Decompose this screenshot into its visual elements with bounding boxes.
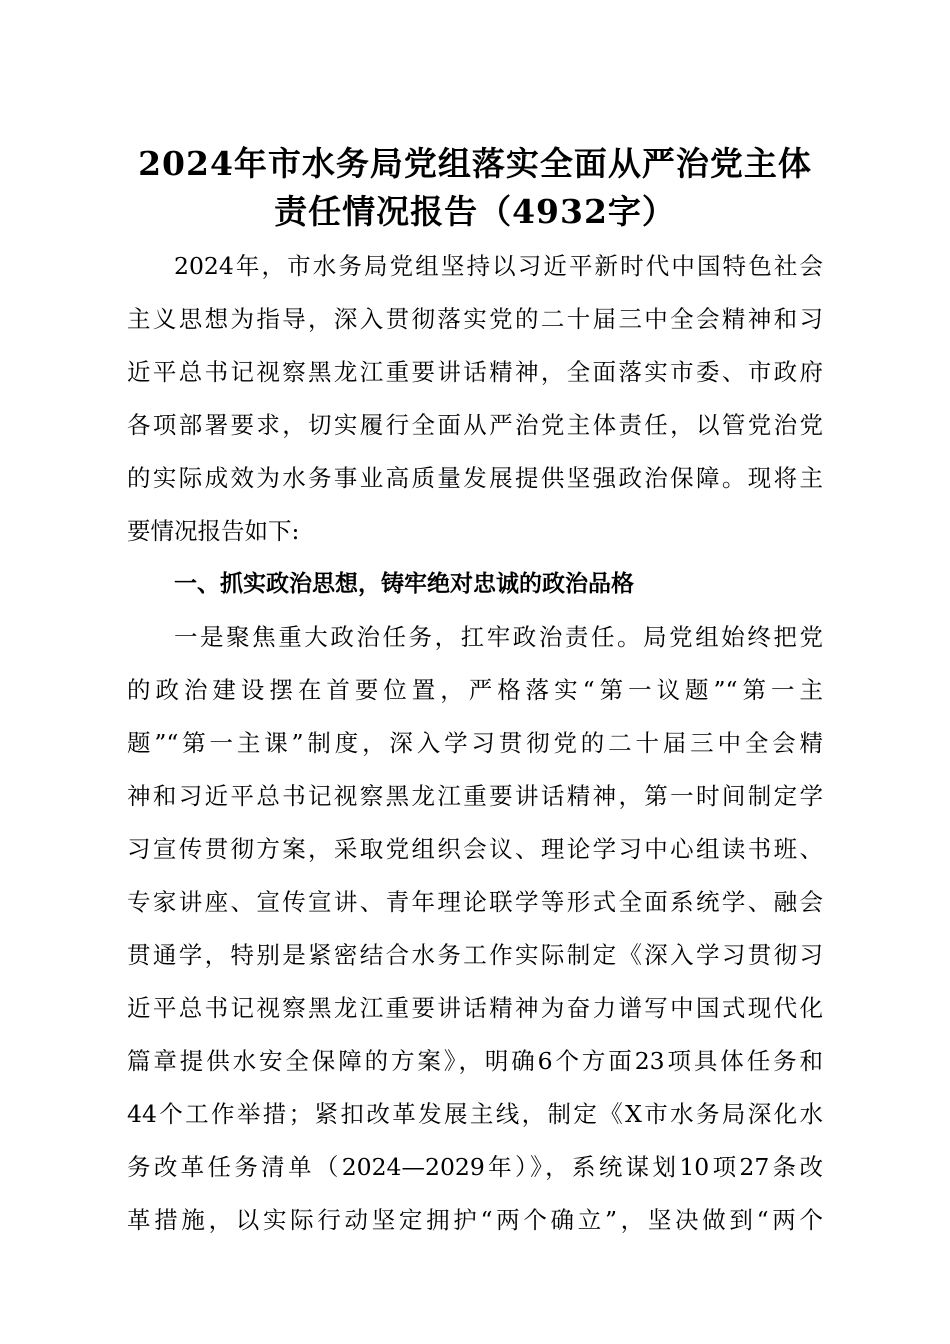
section-line: 革措施，以实际行动坚定拥护“两个确立”，坚决做到“两个 <box>127 1206 823 1234</box>
title-line-1: 2024年市水务局党组落实全面从严治党主体 <box>138 144 812 183</box>
document-title <box>127 140 823 236</box>
document-body <box>127 240 823 1247</box>
section-line: 贯通学，特别是紧密结合水务工作实际制定《深入学习贯彻习 <box>127 941 823 969</box>
section-line: 篇章提供水安全保障的方案》，明确6个方面23项具体任务和 <box>127 1047 823 1075</box>
section-line: 44个工作举措；紧扣改革发展主线，制定《X市水务局深化水 <box>127 1100 823 1128</box>
section-line: 近平总书记视察黑龙江重要讲话精神为奋力谱写中国式现代化 <box>127 994 823 1022</box>
section-line: 的政治建设摆在首要位置，严格落实“第一议题”“第一主 <box>127 676 823 704</box>
section-line: 神和习近平总书记视察黑龙江重要讲话精神，第一时间制定学 <box>127 782 823 810</box>
section-line: 务改革任务清单（2024—2029年）》，系统谋划10项27条改 <box>127 1153 823 1181</box>
section-line: 习宣传贯彻方案，采取党组织会议、理论学习中心组读书班、 <box>127 835 823 863</box>
intro-line: 的实际成效为水务事业高质量发展提供坚强政治保障。现将主 <box>127 464 823 492</box>
intro-line: 2024年，市水务局党组坚持以习近平新时代中国特色社会 <box>174 252 823 280</box>
section-line: 题”“第一主课”制度，深入学习贯彻党的二十届三中全会精 <box>127 729 823 757</box>
intro-line: 近平总书记视察黑龙江重要讲话精神，全面落实市委、市政府 <box>127 358 823 386</box>
section-heading: 一、抓实政治思想，铸牢绝对忠诚的政治品格 <box>174 571 634 597</box>
title-line-2: 责任情况报告（4932字） <box>274 192 676 231</box>
section-line: 专家讲座、宣传宣讲、青年理论联学等形式全面系统学、融会 <box>127 888 823 916</box>
section-line: 一是聚焦重大政治任务，扛牢政治责任。局党组始终把党 <box>174 623 823 651</box>
intro-line: 主义思想为指导，深入贯彻落实党的二十届三中全会精神和习 <box>127 305 823 333</box>
intro-line: 要情况报告如下: <box>127 517 300 545</box>
intro-line: 各项部署要求，切实履行全面从严治党主体责任，以管党治党 <box>127 411 823 439</box>
